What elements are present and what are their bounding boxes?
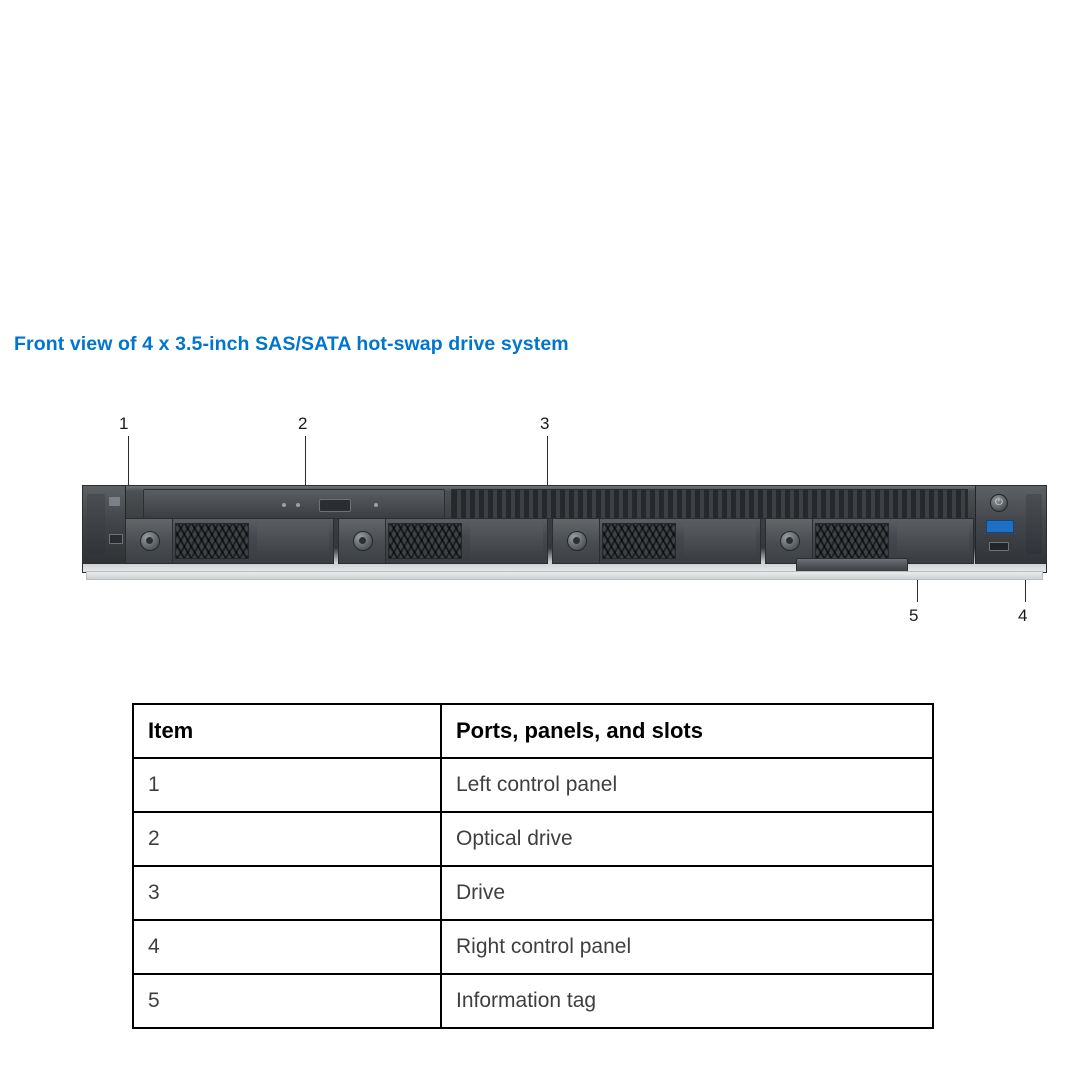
page-title: Front view of 4 x 3.5-inch SAS/SATA hot-swap drive system (14, 333, 569, 355)
drive-face-3 (897, 523, 969, 559)
optical-drive-slot (319, 499, 351, 512)
legend-table (132, 703, 934, 1029)
drive-release-knob-0 (140, 531, 160, 551)
drive-mesh-1 (388, 523, 462, 559)
drive-latch-3 (766, 519, 813, 563)
table-row (133, 866, 933, 920)
callout-number-2: 2 (298, 414, 308, 433)
chassis-base-strip (86, 571, 1043, 580)
right-control-panel (975, 486, 1046, 564)
table-row (133, 758, 933, 812)
drive-face-1 (470, 523, 542, 559)
optical-drive-led-icon (282, 503, 286, 507)
left-control-panel (83, 486, 126, 564)
drive-carrier-2 (552, 518, 761, 564)
callout-number-1: 1 (119, 414, 129, 433)
cell-item: 2 (133, 812, 441, 866)
optical-drive (143, 489, 445, 519)
column-header-description: Ports, panels, and slots (441, 704, 933, 758)
drive-latch-1 (339, 519, 386, 563)
cell-description: Left control panel (441, 758, 933, 812)
drive-release-knob-3 (780, 531, 800, 551)
left-panel-button-icon (109, 497, 120, 506)
cell-description: Drive (441, 866, 933, 920)
chassis-top-vent (451, 489, 968, 519)
callout-number-4: 4 (1018, 606, 1028, 625)
optical-drive-eject-icon (296, 503, 300, 507)
cell-description: Right control panel (441, 920, 933, 974)
drive-latch-2 (553, 519, 600, 563)
drive-mesh-3 (815, 523, 889, 559)
drive-carrier-0 (125, 518, 334, 564)
table-header-row (133, 704, 933, 758)
drive-face-2 (684, 523, 756, 559)
micro-usb-port-icon (989, 542, 1009, 551)
column-header-item: Item (133, 704, 441, 758)
right-rack-latch (1026, 494, 1042, 554)
cell-item: 4 (133, 920, 441, 974)
cell-description: Optical drive (441, 812, 933, 866)
drive-release-knob-2 (567, 531, 587, 551)
callout-number-5: 5 (909, 606, 919, 625)
drive-mesh-2 (602, 523, 676, 559)
drive-carrier-1 (338, 518, 547, 564)
table-row (133, 812, 933, 866)
drive-face-0 (257, 523, 329, 559)
left-rack-latch (87, 494, 105, 554)
table-row (133, 920, 933, 974)
drive-mesh-0 (175, 523, 249, 559)
information-tag (796, 558, 908, 572)
cell-description: Information tag (441, 974, 933, 1028)
callout-leader-1 (128, 436, 129, 484)
left-panel-usb-icon (109, 534, 123, 544)
usb-port-icon (986, 520, 1014, 533)
optical-drive-indicator-icon (374, 503, 378, 507)
drive-latch-0 (126, 519, 173, 563)
callout-number-3: 3 (540, 414, 550, 433)
drive-release-knob-1 (353, 531, 373, 551)
power-button-icon: ⏻ (990, 494, 1008, 512)
cell-item: 5 (133, 974, 441, 1028)
server-front-view-figure (0, 400, 1080, 650)
cell-item: 3 (133, 866, 441, 920)
cell-item: 1 (133, 758, 441, 812)
table-row (133, 974, 933, 1028)
